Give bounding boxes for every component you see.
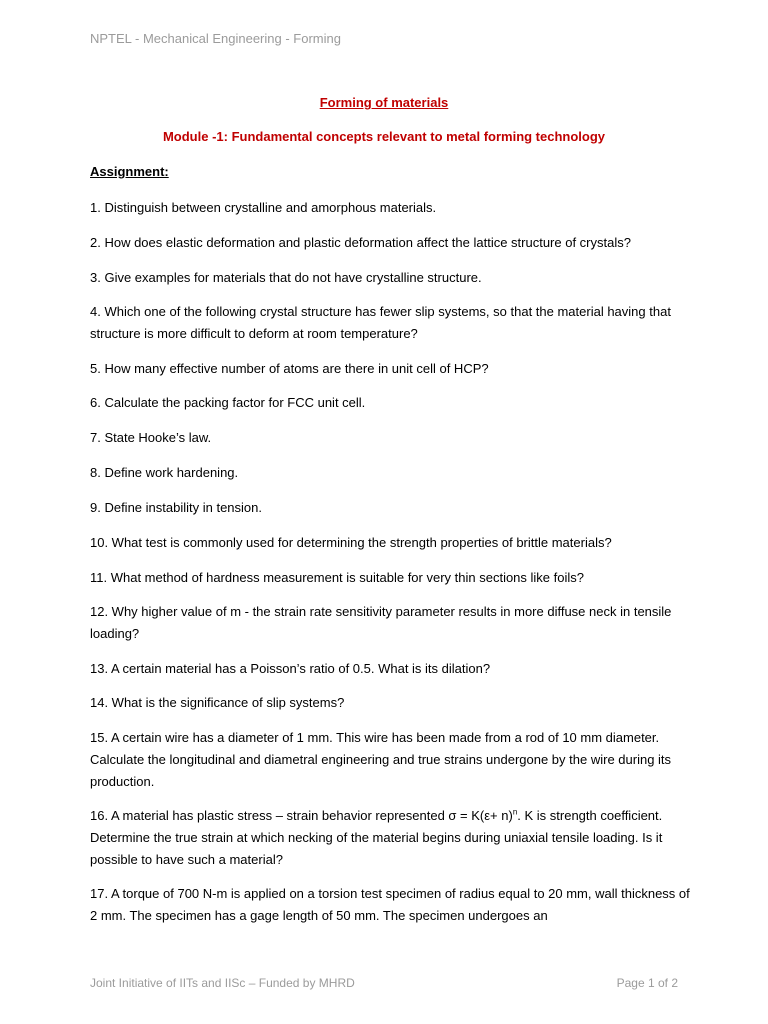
- question-6: 6. Calculate the packing factor for FCC unit cell.: [90, 395, 366, 410]
- question-14: 14. What is the significance of slip systems?: [90, 695, 345, 710]
- page-number: Page 1 of 2: [616, 976, 678, 990]
- document-title: Forming of materials: [319, 95, 449, 110]
- exponent-n: n: [512, 807, 518, 817]
- question-4: 4. Which one of the following crystal structure has fewer slip systems, so that the material having that structure is more difficult to deform at room temperature?: [90, 304, 671, 341]
- question-16: [90, 805, 690, 871]
- question-10: 10. What test is commonly used for determining the strength properties of brittle materials?: [90, 535, 612, 550]
- question-15: 15. A certain wire has a diameter of 1 mm. This wire has been made from a rod of 10 mm diameter. Calculate the longitudinal and diametral engineering and true strains undergone by the wire during its production.: [90, 730, 672, 789]
- page-header: NPTEL - Mechanical Engineering - Forming: [90, 31, 341, 46]
- question-17: 17. A torque of 700 N-m is applied on a torsion test specimen of radius equal to 20 mm, wall thickness of 2 mm. The specimen has a gage length of 50 mm. The specimen undergoes an: [90, 886, 690, 923]
- question-3: 3. Give examples for materials that do not have crystalline structure.: [90, 270, 482, 285]
- question-5: 5. How many effective number of atoms are there in unit cell of HCP?: [90, 361, 489, 376]
- question-13: 13. A certain material has a Poisson’s ratio of 0.5. What is its dilation?: [90, 661, 491, 676]
- question-2: 2. How does elastic deformation and plastic deformation affect the lattice structure of crystals?: [90, 235, 631, 250]
- question-11: 11. What method of hardness measurement is suitable for very thin sections like foils?: [90, 570, 584, 585]
- question-1: 1. Distinguish between crystalline and amorphous materials.: [90, 200, 437, 215]
- module-heading: Module -1: Fundamental concepts relevant to metal forming technology: [162, 129, 606, 144]
- question-9: 9. Define instability in tension.: [90, 500, 262, 515]
- question-8: 8. Define work hardening.: [90, 465, 239, 480]
- question-16-text-end: . K is strength coefficient. Determine the true strain at which necking of the material begins during uniaxial tensile loading. Is it possible to have such a material?: [90, 808, 663, 867]
- assignment-label: Assignment:: [90, 164, 169, 179]
- question-7: 7. State Hooke’s law.: [90, 430, 212, 445]
- question-12: 12. Why higher value of m - the strain rate sensitivity parameter results in more diffuse neck in tensile loading?: [90, 604, 672, 641]
- question-16-text-start: 16. A material has plastic stress – strain behavior represented σ = K(ε+ n): [90, 808, 513, 823]
- page-footer: Joint Initiative of IITs and IISc – Funded by MHRD: [90, 976, 355, 990]
